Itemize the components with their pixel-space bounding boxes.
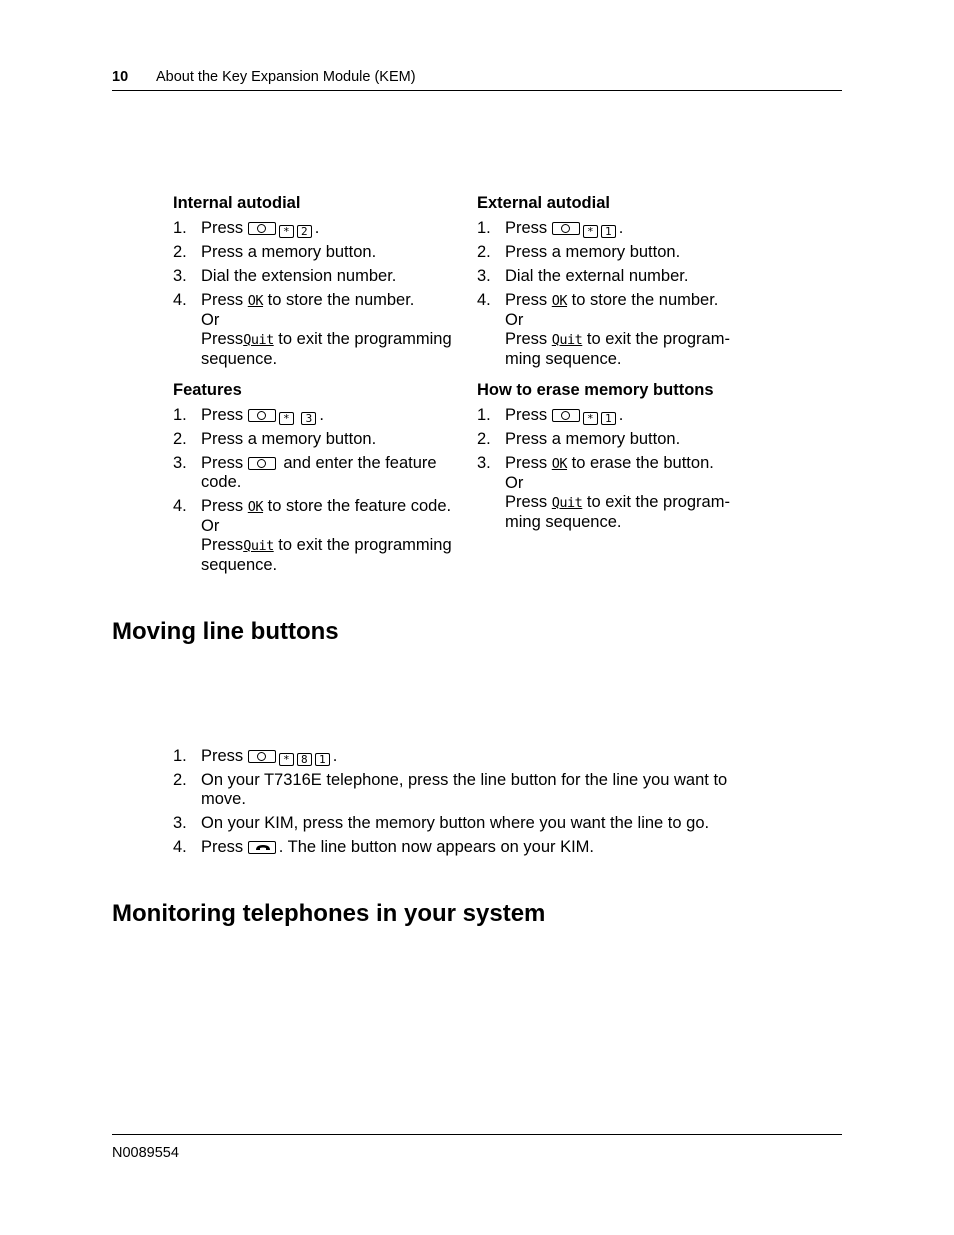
step-text: Press — [201, 454, 244, 472]
step-number: 1. — [173, 406, 187, 424]
step-text: Press — [505, 291, 548, 309]
ok-softkey: OK — [247, 499, 264, 515]
step-number: 3. — [477, 267, 491, 285]
step-text: Press — [201, 330, 244, 348]
step-text: ming sequence. — [505, 350, 622, 368]
star-key: * — [279, 225, 294, 238]
or-text: Or — [505, 311, 524, 329]
step-end: . — [618, 406, 624, 424]
list-item — [477, 406, 767, 425]
step-text: sequence. — [201, 350, 278, 368]
step-number: 3. — [173, 454, 187, 472]
step-end: . — [314, 219, 320, 237]
features-heading: Features — [173, 381, 242, 399]
step-end: . — [618, 219, 624, 237]
digit-key: 8 — [297, 753, 312, 766]
step-text: to store the number. — [571, 291, 719, 309]
erase-memory-list — [477, 406, 767, 537]
star-key: * — [583, 225, 598, 238]
step-number: 2. — [173, 243, 187, 261]
list-item — [477, 454, 767, 532]
internal-autodial-heading: Internal autodial — [173, 194, 301, 212]
star-key: * — [279, 753, 294, 766]
digit-key: 1 — [601, 225, 616, 238]
step-text: ming sequence. — [505, 513, 622, 531]
step-end: . — [319, 406, 324, 424]
step-text: Press — [201, 497, 244, 515]
step-number: 4. — [173, 497, 187, 515]
step-text: Press — [201, 291, 244, 309]
list-item — [173, 267, 468, 286]
step-number: 1. — [477, 406, 491, 424]
release-key-icon — [248, 841, 276, 854]
page-number: 10 — [112, 69, 129, 85]
list-item — [173, 243, 468, 262]
quit-softkey: Quit — [551, 495, 583, 511]
step-number: 2. — [477, 430, 491, 448]
step-text: Press a memory button. — [201, 243, 377, 261]
features-list — [173, 406, 468, 580]
step-text: Press — [505, 406, 548, 424]
quit-softkey: Quit — [243, 332, 274, 348]
step-number: 3. — [173, 267, 187, 285]
footer-rule — [112, 1134, 842, 1135]
list-item — [477, 219, 767, 238]
feature-key-icon — [248, 222, 276, 235]
ok-softkey: OK — [551, 293, 568, 309]
step-number: 2. — [173, 771, 187, 789]
step-text: sequence. — [201, 556, 278, 574]
ok-softkey: OK — [247, 293, 264, 309]
feature-key-icon — [552, 409, 580, 422]
list-item — [477, 430, 767, 449]
step-text: Press a memory button. — [505, 243, 681, 261]
list-item — [173, 406, 468, 425]
step-text: to exit the programming — [278, 330, 452, 348]
step-number: 4. — [477, 291, 491, 309]
monitoring-telephones-heading: Monitoring telephones in your system — [112, 900, 546, 927]
running-header: About the Key Expansion Module (KEM) — [156, 69, 416, 85]
list-item — [173, 219, 468, 238]
step-number: 2. — [173, 430, 187, 448]
step-text: code. — [201, 473, 242, 491]
or-text: Or — [201, 311, 220, 329]
star-key: * — [583, 412, 598, 425]
list-item — [173, 747, 773, 766]
external-autodial-list — [477, 219, 767, 374]
step-number: 4. — [173, 291, 187, 309]
digit-key: 2 — [297, 225, 312, 238]
step-number: 4. — [173, 838, 187, 856]
list-item — [477, 267, 767, 286]
header-rule — [112, 90, 842, 91]
list-item — [173, 814, 773, 833]
list-item — [477, 291, 767, 369]
list-item — [173, 838, 773, 857]
document-number: N0089554 — [112, 1145, 179, 1161]
step-text: Press a memory button. — [505, 430, 681, 448]
quit-softkey: Quit — [243, 538, 274, 554]
step-text: Press — [201, 838, 244, 856]
list-item — [173, 291, 468, 369]
star-key: * — [279, 412, 294, 425]
or-text: Or — [201, 517, 220, 535]
moving-line-buttons-heading: Moving line buttons — [112, 618, 339, 645]
erase-memory-heading: How to erase memory buttons — [477, 381, 714, 399]
list-item — [173, 454, 468, 492]
feature-key-icon — [552, 222, 580, 235]
feature-key-icon — [248, 409, 276, 422]
list-item — [173, 430, 468, 449]
step-text: Press — [201, 406, 244, 424]
step-text: to exit the programming — [278, 536, 452, 554]
step-text: On your T7316E telephone, press the line button for the line you want to — [201, 771, 728, 789]
step-text: Press — [505, 493, 548, 511]
step-text: to store the feature code. — [267, 497, 452, 515]
step-text: Press — [201, 219, 244, 237]
feature-key-icon — [248, 750, 276, 763]
step-text: . The line button now appears on your KIM. — [278, 838, 594, 856]
list-item — [477, 243, 767, 262]
step-number: 3. — [173, 814, 187, 832]
internal-autodial-list — [173, 219, 468, 374]
step-number: 1. — [477, 219, 491, 237]
step-end: . — [332, 747, 338, 765]
step-text: Press — [201, 536, 244, 554]
step-number: 1. — [173, 747, 187, 765]
or-text: Or — [505, 474, 524, 492]
step-text: Press — [505, 219, 548, 237]
step-text: Dial the extension number. — [201, 267, 397, 285]
quit-softkey: Quit — [551, 332, 583, 348]
step-text: to erase the button. — [571, 454, 714, 472]
ok-softkey: OK — [551, 456, 568, 472]
digit-key: 1 — [315, 753, 330, 766]
step-text: to exit the program- — [586, 330, 730, 348]
feature-key-icon — [248, 457, 276, 470]
step-text: and enter the feature — [283, 454, 437, 472]
moving-line-buttons-list — [173, 747, 773, 862]
step-text: Press — [505, 454, 548, 472]
digit-key: 1 — [601, 412, 616, 425]
external-autodial-heading: External autodial — [477, 194, 610, 212]
digit-key: 3 — [301, 412, 316, 425]
step-text: Press a memory button. — [201, 430, 377, 448]
step-number: 2. — [477, 243, 491, 261]
list-item — [173, 771, 773, 809]
step-number: 1. — [173, 219, 187, 237]
step-number: 3. — [477, 454, 491, 472]
step-text: On your KIM, press the memory button where you want the line to go. — [201, 814, 710, 832]
list-item — [173, 497, 468, 575]
step-text: move. — [201, 790, 246, 808]
step-text: to exit the program- — [586, 493, 730, 511]
step-text: Dial the external number. — [505, 267, 689, 285]
step-text: Press — [201, 747, 244, 765]
step-text: Press — [505, 330, 548, 348]
step-text: to store the number. — [267, 291, 415, 309]
